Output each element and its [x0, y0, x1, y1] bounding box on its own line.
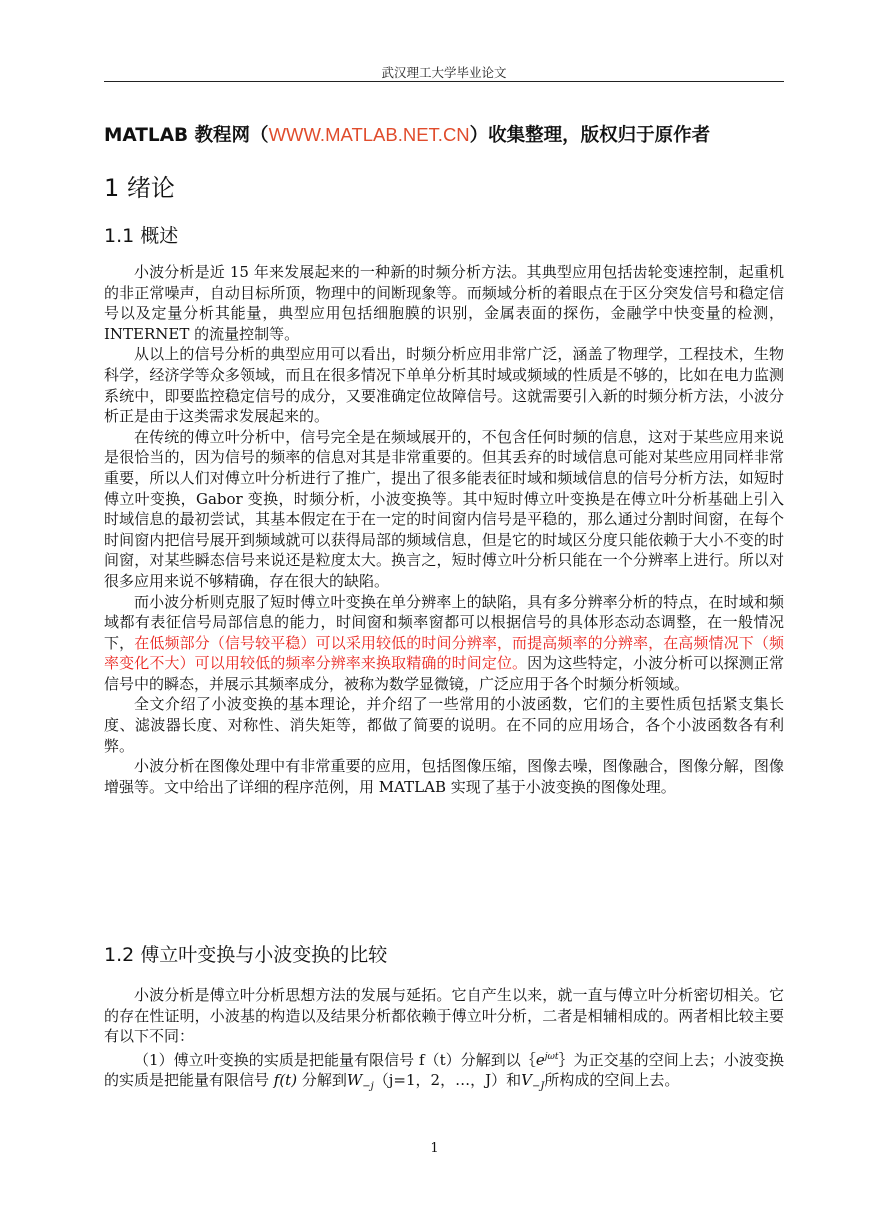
math-W-subscript: −j: [362, 1081, 374, 1093]
paragraph-text: 而小波分析则克服了短时傅立叶变换在单分辨率上的缺陷，具有多分辨率分析的特点，在时域和频域都有表征信号局部信息的能力，时间窗和频率窗都可以根据信号的具体形态动态调整，在一般情况下，: [104, 592, 784, 652]
paragraph: [104, 592, 784, 695]
banner-url: WWW.MATLAB.NET.CN: [268, 124, 470, 145]
paragraph: 在传统的傅立叶分析中，信号完全是在频域展开的，不包含任何时频的信息，这对于某些应用来说是很恰当的，因为信号的频率的信息对其是非常重要的。但其丢弃的时域信息可能对某些应用同样非常重要，所以人们对傅立叶分析进行了推广，提出了很多能表征时域和频域信息的信号分析方法，如短时傅立叶变换，Gabor 变换，时频分析，小波变换等。其中短时傅立叶变换是在傅立叶分析基础上引入时域信息的最初尝试，其基本假定在于在一定的时间窗内信号是平稳的，那么通过分割时间窗，在每个时间窗内把信号展开到频域就可以获得局部的频域信息，但是它的时域区分度只能依赖于大小不变的时间窗，对某些瞬态信号来说还是粒度太大。换言之，短时傅立叶分析只能在一个分辨率上进行。所以对很多应用来说不够精确，存在很大的缺陷。: [104, 427, 784, 590]
paragraph-text: ｝为正交基的空间上去；小波变换的实质是把能量有限信号: [104, 1050, 784, 1090]
paragraph: 小波分析在图像处理中有非常重要的应用，包括图像压缩，图像去噪，图像融合，图像分解，图像增强等。文中给出了详细的程序范例，用 MATLAB 实现了基于小波变换的图像处理。: [104, 757, 784, 796]
paragraph-text: （j=1，2，…，J）和: [373, 1071, 522, 1090]
math-V: V: [521, 1071, 532, 1090]
section-title-1-2: 1.2 傅立叶变换与小波变换的比较: [104, 944, 388, 966]
banner-suffix: ）收集整理，版权归于原作者: [469, 125, 711, 146]
header-rule: [104, 81, 784, 82]
math-e: e: [535, 1050, 545, 1069]
section-title-1-1: 1.1 概述: [104, 225, 179, 247]
paragraph: [104, 1047, 784, 1098]
paragraph: 小波分析是近 15 年来发展起来的一种新的时频分析方法。其典型应用包括齿轮变速控制，起重机的非正常噪声，自动目标所顶，物理中的间断现象等。而频域分析的着眼点在于区分突发信号和稳定信号以及定量分析其能量，典型应用包括细胞膜的识别，金属表面的探伤，金融学中快变量的检测，INTERNET 的流量控制等。: [104, 263, 784, 343]
section-1-2-body: [104, 985, 784, 1098]
banner-prefix: MATLAB 教程网（: [104, 125, 269, 146]
math-exponent: jωt: [544, 1051, 559, 1062]
paragraph: 从以上的信号分析的典型应用可以看出，时频分析应用非常广泛，涵盖了物理学，工程技术，生物科学，经济学等众多领域，而且在很多情况下单单分析其时域或频域的性质是不够的，比如在电力监测系统中，即要监控稳定信号的成分，又要准确定位故障信号。这就需要引入新的时频分析方法，小波分析正是由于这类需求发展起来的。: [104, 345, 784, 426]
paragraph-text: 所构成的空间上去。: [544, 1071, 680, 1090]
math-ft: f(t): [273, 1071, 298, 1090]
running-header: 武汉理工大学毕业论文: [381, 65, 507, 80]
paragraph: 小波分析是傅立叶分析思想方法的发展与延拓。它自产生以来，就一直与傅立叶分析密切相关。它的存在性证明，小波基的构造以及结果分析都依赖于傅立叶分析，二者是相辅相成的。两者相比较主要有以下不同：: [104, 986, 784, 1046]
page-number: 1: [430, 1141, 439, 1156]
source-banner: [104, 121, 710, 147]
math-V-subscript: −J: [531, 1081, 545, 1093]
paragraph-text: （1）傅立叶变换的实质是把能量有限信号 f（t）分解到以｛: [134, 1050, 536, 1069]
paragraph-text: 分解到: [297, 1071, 347, 1090]
paragraph-text: 因为这些特定，小波分析可以探测正常信号中的瞬态，并展示其频率成分，被称为数学显微镜，广泛应用于各个时频分析领域。: [104, 654, 784, 693]
chapter-title: 1 绪论: [104, 174, 175, 202]
highlighted-text: 在低频部分（信号较平稳）可以采用较低的时间分辨率，而提高频率的分辨率，在高频情况下（频率变化不大）可以用较低的频率分辨率来换取精确的时间定位。: [104, 633, 784, 673]
section-1-1-body: [104, 262, 784, 797]
paragraph: 全文介绍了小波变换的基本理论，并介绍了一些常用的小波函数，它们的主要性质包括紧支集长度、滤波器长度、对称性、消失矩等，都做了简要的说明。在不同的应用场合，各个小波函数各有利弊。: [104, 695, 784, 755]
math-W: W: [346, 1071, 363, 1090]
